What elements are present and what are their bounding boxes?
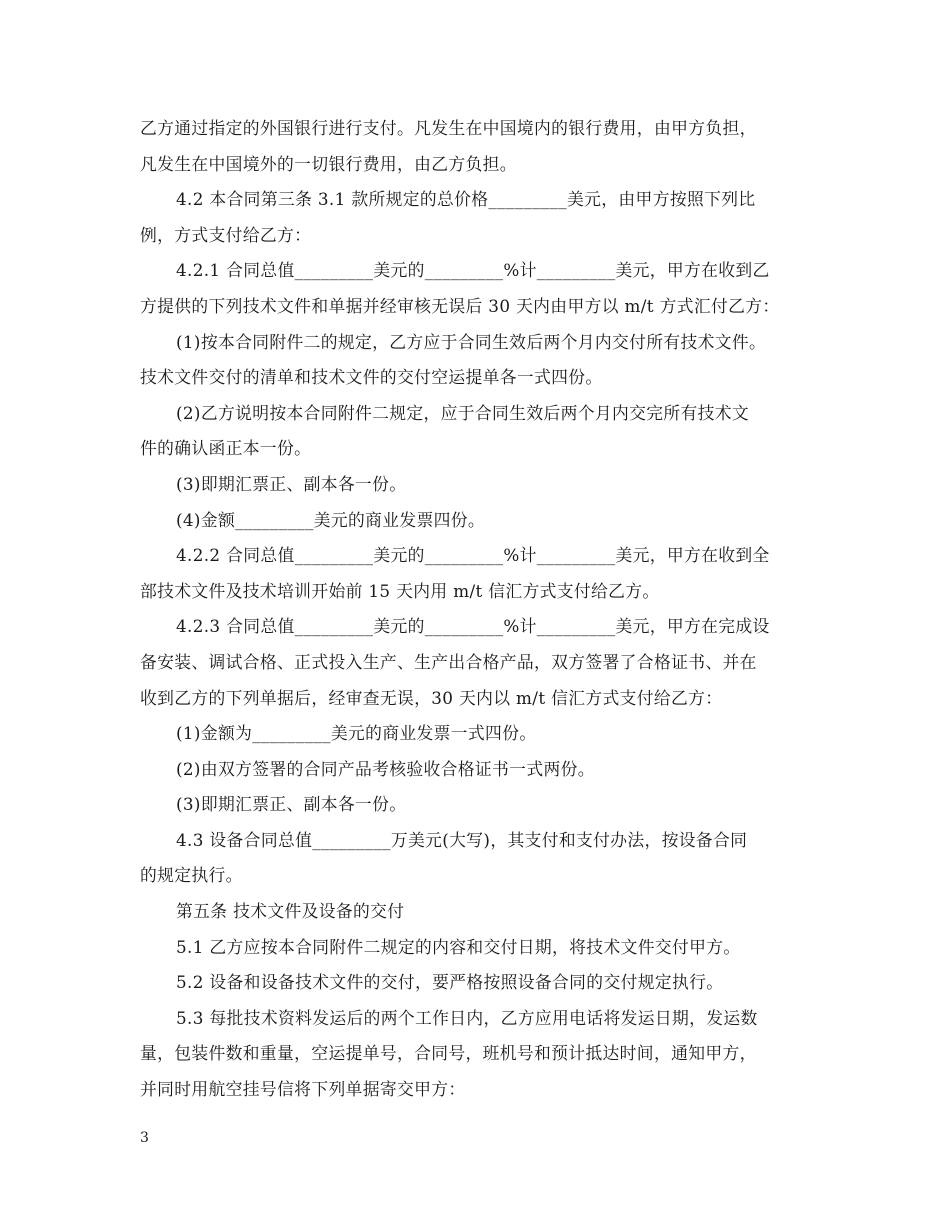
text-line: 量，包装件数和重量，空运提单号，合同号，班机号和预计抵达时间，通知甲方，: [140, 1043, 757, 1064]
text-line: 4.3 设备合同总值_________万美元(大写)，其支付和支付办法，按设备合同: [176, 829, 748, 850]
text-line: 部技术文件及技术培训开始前 15 天内用 m/t 信汇方式支付给乙方。: [140, 580, 660, 601]
text-line: 4.2 本合同第三条 3.1 款所规定的总价格_________美元，由甲方按照下列比: [176, 189, 756, 210]
text-line: 4.2.1 合同总值_________美元的_________%计_________美元，甲方在收到乙: [176, 260, 770, 281]
text-line: 备安装、调试合格、正式投入生产、生产出合格产品，双方签署了合格证书、并在: [140, 651, 757, 672]
text-line: (2)由双方签署的合同产品考核验收合格证书一式两份。: [176, 758, 595, 779]
text-line: 5.1 乙方应按本合同附件二规定的内容和交付日期，将技术文件交付甲方。: [176, 936, 741, 957]
text-line: (1)金额为_________美元的商业发票一式四份。: [176, 723, 537, 744]
text-line: (1)按本合同附件二的规定，乙方应于合同生效后两个月内交付所有技术文件。: [176, 331, 767, 352]
text-line: (2)乙方说明按本合同附件二规定，应于合同生效后两个月内交完所有技术文: [176, 402, 750, 423]
text-line: 5.2 设备和设备技术文件的交付，要严格按照设备合同的交付规定执行。: [176, 972, 724, 993]
text-line: 技术文件交付的清单和技术文件的交付空运提单各一式四份。: [140, 367, 603, 388]
text-line: 5.3 每批技术资料发运后的两个工作日内，乙方应用电话将发运日期，发运数: [176, 1007, 758, 1028]
text-line: 第五条 技术文件及设备的交付: [176, 901, 405, 922]
text-line: 件的确认函正本一份。: [140, 438, 312, 459]
text-line: 的规定执行。: [140, 865, 243, 886]
text-line: 方提供的下列技术文件和单据并经审核无误后 30 天内由甲方以 m/t 方式汇付乙方：: [140, 295, 780, 316]
document-body: [140, 111, 820, 1108]
page-number: 3: [140, 1130, 149, 1146]
text-line: 收到乙方的下列单据后，经审查无误，30 天内以 m/t 信汇方式支付给乙方：: [140, 687, 723, 708]
text-line: (4)金额_________美元的商业发票四份。: [176, 509, 486, 530]
text-line: (3)即期汇票正、副本各一份。: [176, 473, 407, 494]
text-line: (3)即期汇票正、副本各一份。: [176, 794, 407, 815]
text-line: 并同时用航空挂号信将下列单据寄交甲方：: [140, 1079, 466, 1100]
text-line: 乙方通过指定的外国银行进行支付。凡发生在中国境内的银行费用，由甲方负担，: [140, 118, 757, 138]
text-line: 4.2.2 合同总值_________美元的_________%计_________美元，甲方在收到全: [176, 545, 770, 566]
text-line: 凡发生在中国境外的一切银行费用，由乙方负担。: [140, 153, 517, 174]
text-line: 4.2.3 合同总值_________美元的_________%计_________美元，甲方在完成设: [176, 616, 770, 637]
text-line: 例，方式支付给乙方：: [140, 224, 312, 245]
